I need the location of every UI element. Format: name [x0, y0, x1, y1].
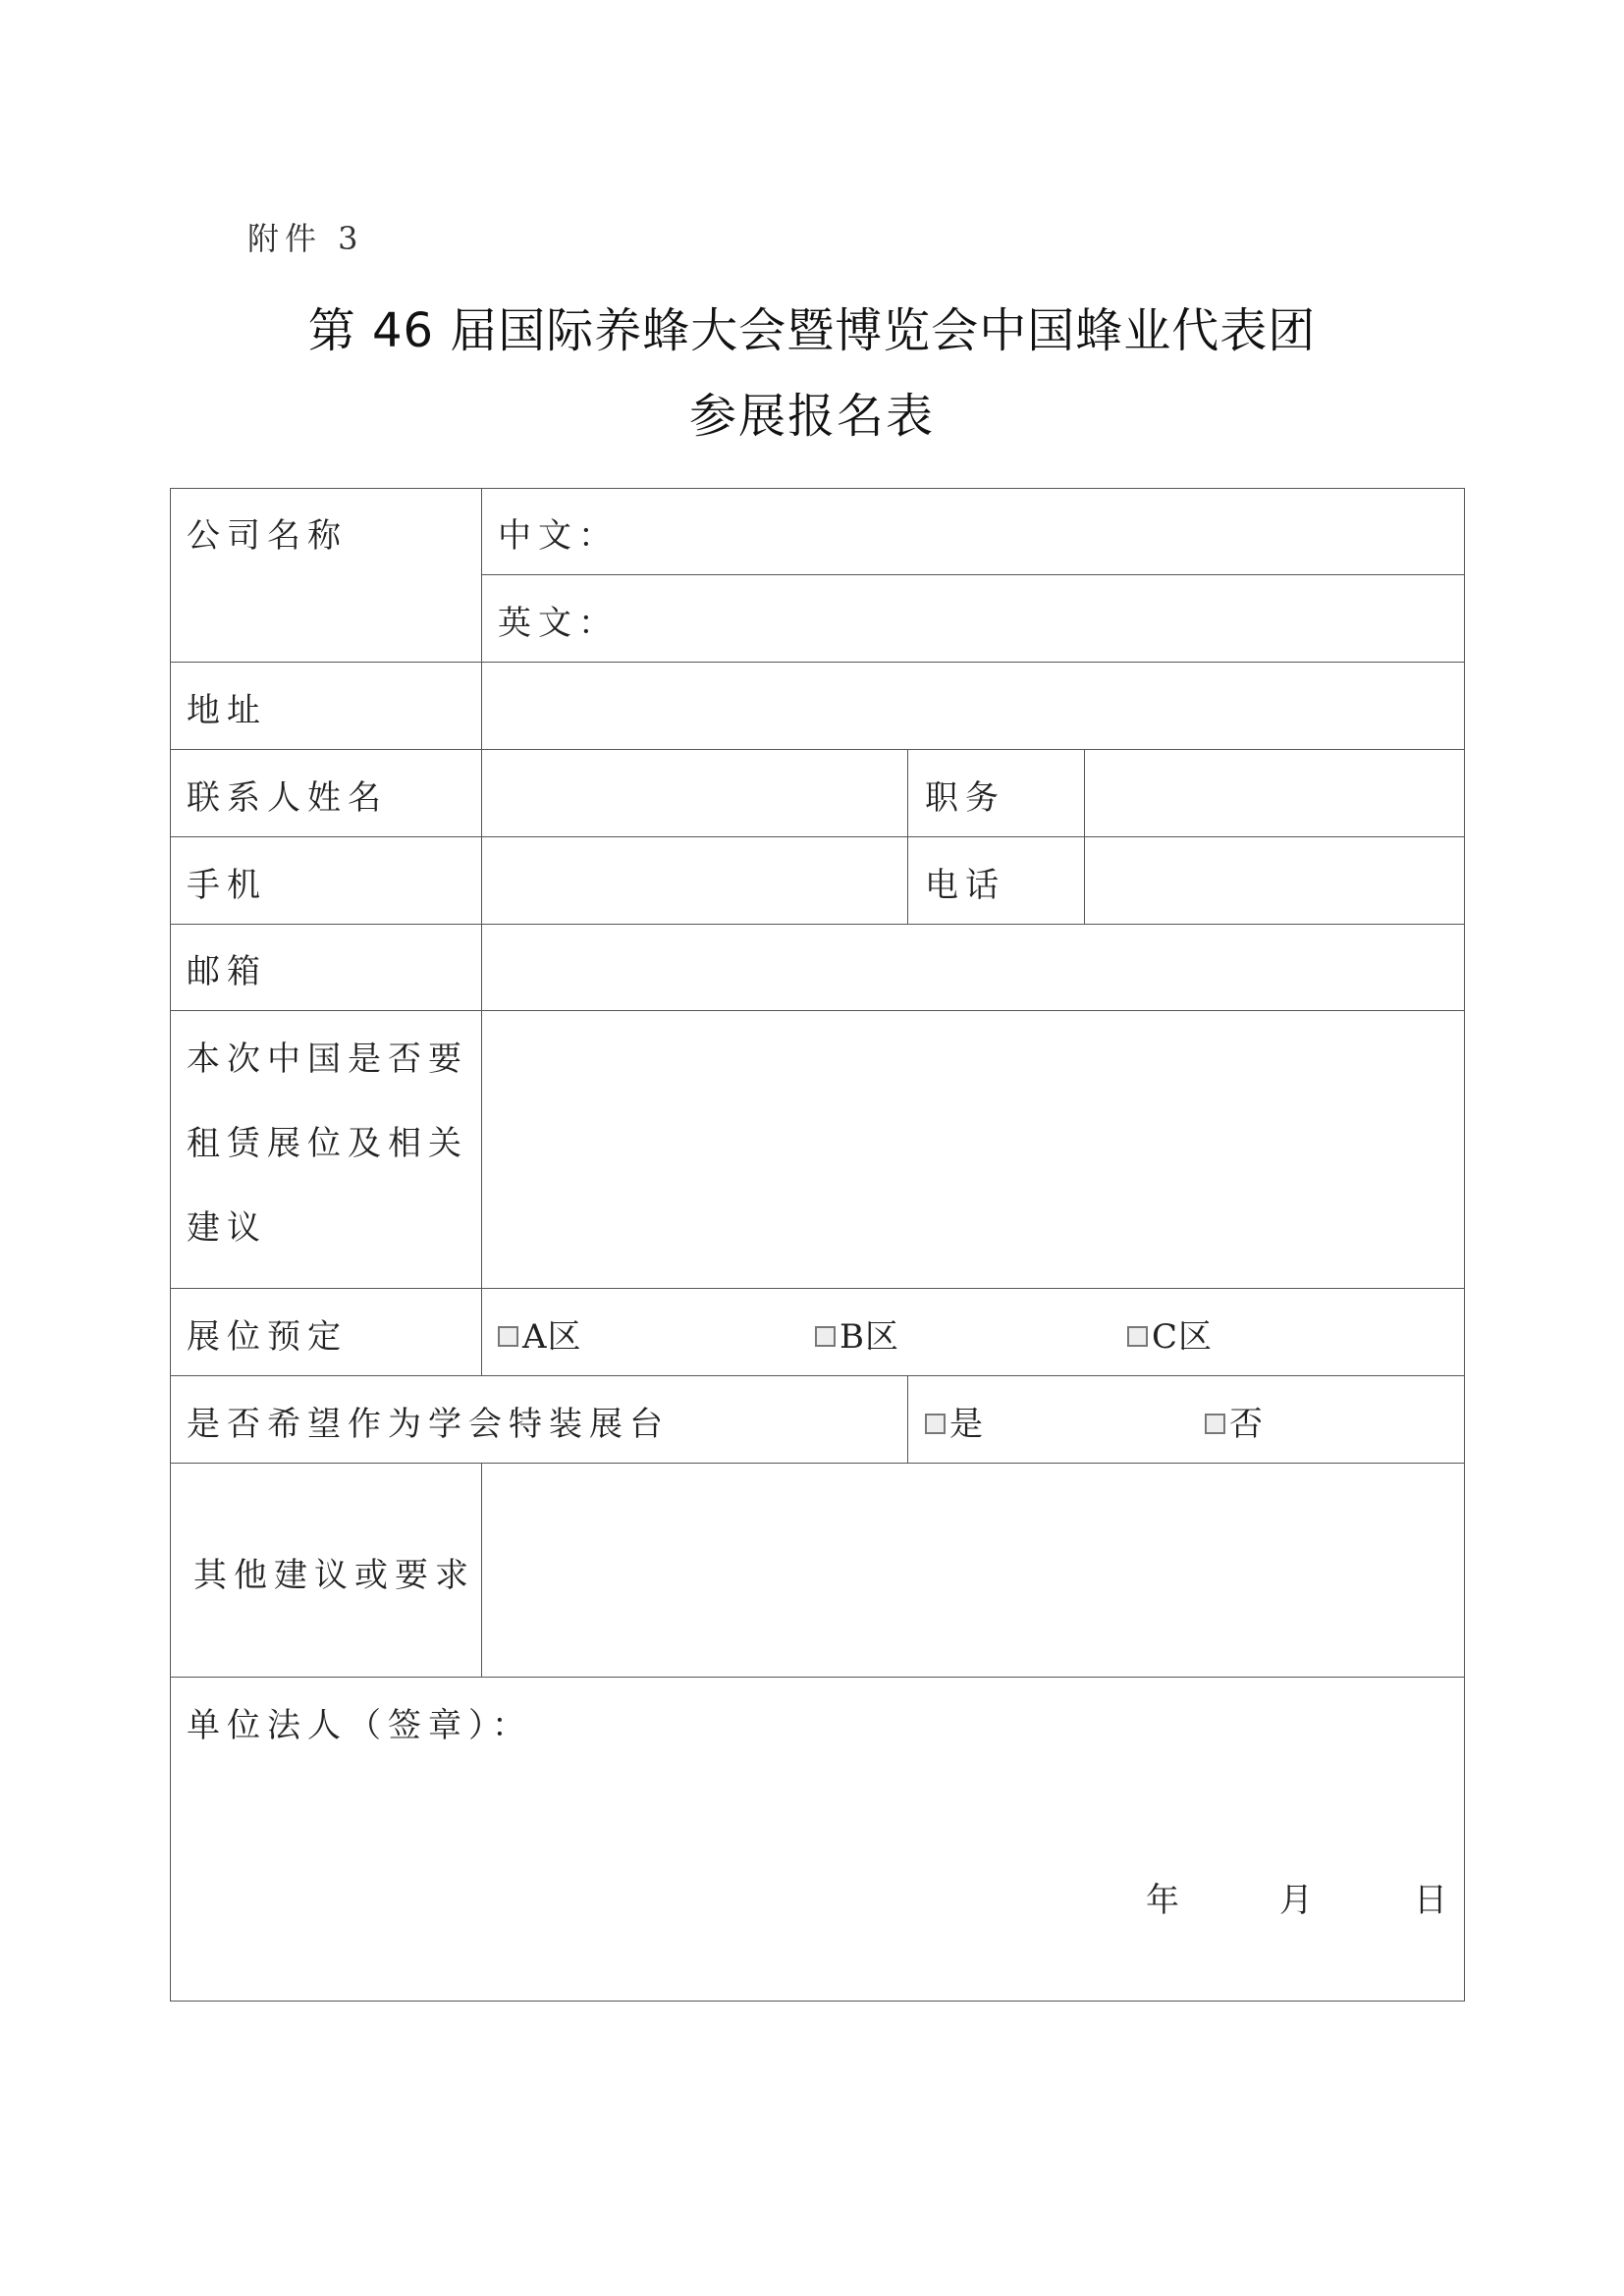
legal-representative-label: 单位法人（签章）： [187, 1706, 532, 1745]
checkbox-icon[interactable] [1205, 1414, 1225, 1434]
email-label: 邮箱 [187, 952, 267, 991]
row-divider [481, 574, 1465, 575]
english-name-label: 英文： [498, 604, 619, 643]
registration-form-table [170, 488, 1465, 2002]
row-divider [170, 1375, 1465, 1376]
other-suggestions-label: 其他建议或要求 [193, 1556, 475, 1595]
row-divider [170, 749, 1465, 750]
booth-rent-label-line1: 本次中国是否要 [187, 1040, 468, 1079]
company-name-label: 公司名称 [187, 516, 348, 556]
phone-label: 电话 [925, 866, 1005, 905]
chinese-name-label: 中文： [498, 516, 619, 556]
row-divider [170, 662, 1465, 663]
checkbox-icon[interactable] [1127, 1326, 1148, 1347]
date-day-label: 日 [1414, 1881, 1447, 1920]
booth-rent-label-line3: 建议 [187, 1208, 267, 1248]
date-year-label: 年 [1146, 1881, 1179, 1920]
row-divider [170, 1288, 1465, 1289]
row-divider [170, 1010, 1465, 1011]
row-divider [170, 1463, 1465, 1464]
column-divider [481, 488, 482, 1375]
booth-option-a[interactable]: A区 [498, 1309, 582, 1358]
date-month-label: 月 [1279, 1881, 1313, 1920]
checkbox-icon[interactable] [925, 1414, 946, 1434]
checkbox-icon[interactable] [498, 1326, 518, 1347]
booth-reservation-label: 展位预定 [187, 1317, 348, 1357]
position-label: 职务 [925, 778, 1005, 818]
row-divider [170, 1677, 1465, 1678]
column-divider [481, 1463, 482, 1677]
mobile-label: 手机 [187, 866, 267, 905]
column-divider [1084, 749, 1085, 924]
address-label: 地址 [187, 691, 267, 730]
contact-name-label: 联系人姓名 [187, 778, 388, 818]
column-divider [907, 749, 908, 924]
checkbox-icon[interactable] [815, 1326, 836, 1347]
column-divider [907, 1375, 908, 1463]
page-title: 第 46 届国际养蜂大会暨博览会中国蜂业代表团 [307, 303, 1317, 358]
booth-option-b[interactable]: B区 [815, 1309, 899, 1358]
row-divider [170, 836, 1465, 837]
booth-option-c[interactable]: C区 [1127, 1309, 1213, 1358]
attachment-label: 附件 3 [247, 220, 364, 257]
special-booth-label: 是否希望作为学会特装展台 [187, 1405, 670, 1444]
special-booth-no[interactable]: 否 [1205, 1397, 1264, 1445]
page-subtitle: 参展报名表 [688, 389, 935, 444]
row-divider [170, 924, 1465, 925]
booth-rent-label-line2: 租赁展位及相关 [187, 1124, 468, 1163]
special-booth-yes[interactable]: 是 [925, 1397, 984, 1445]
